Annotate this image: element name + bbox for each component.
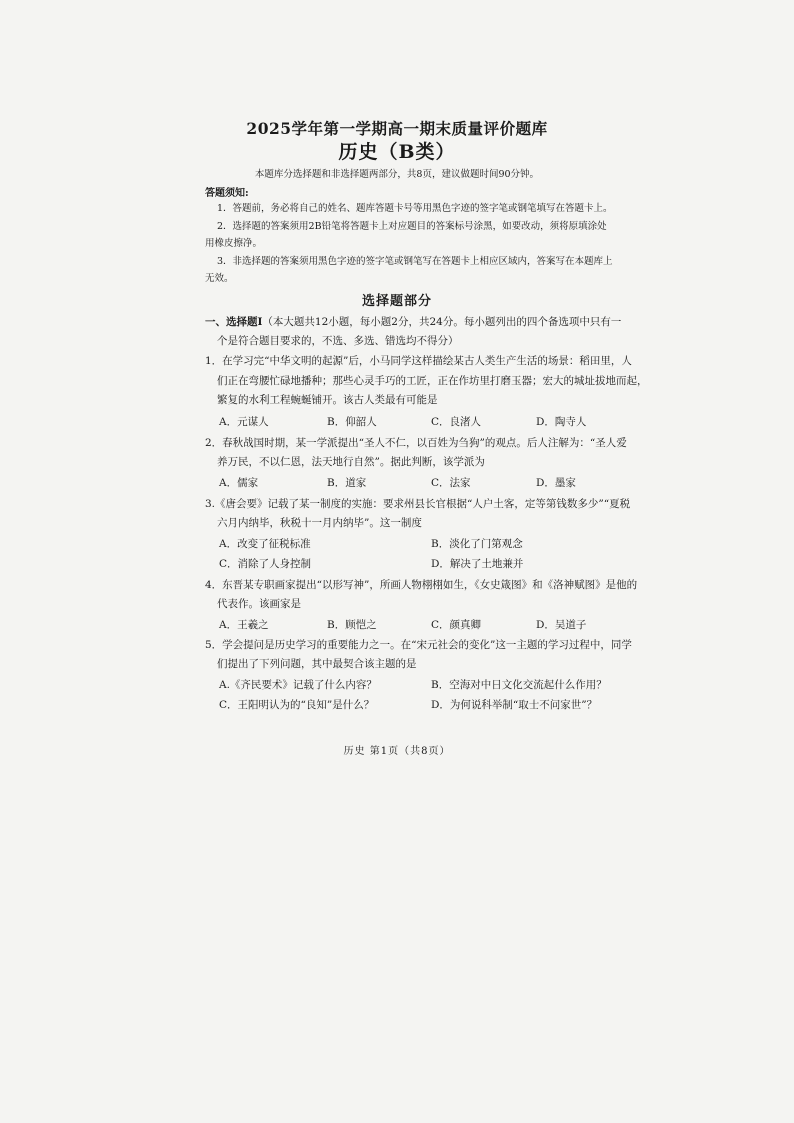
question-2-option-d: D．墨家	[536, 477, 576, 489]
question-4-line-1: 4．东晋某专职画家提出“以形写神”，所画人物栩栩如生，《女史箴图》和《洛神赋图》是他的	[205, 579, 638, 591]
exam-intro: 本题库分选择题和非选择题两部分，共8页，建议做题时间90分钟。	[254, 169, 540, 180]
notice-item-2: 2．选择题的答案须用2B铅笔将答题卡上对应题目的答案标号涂黑，如要改动，须将原填涂处	[217, 221, 607, 232]
question-1-line-1: 1．在学习完“中华文明的起源”后，小马同学这样描绘某古人类生产生活的场景：稻田里，人	[205, 355, 632, 367]
question-5-option-d: D．为何说科举制“取士不问家世”？	[431, 699, 598, 711]
question-2-option-a: A．儒家	[219, 477, 259, 489]
question-2-option-b: B．道家	[327, 477, 367, 489]
question-3-option-b: B．淡化了门第观念	[431, 538, 523, 550]
section-desc-cont: 个是符合题目要求的，不选、多选、错选均不得分）	[217, 335, 459, 347]
notice-item-2-cont: 用橡皮擦净。	[205, 238, 263, 249]
question-5-line-2: 们提出了下列问题，其中最契合该主题的是	[217, 658, 417, 670]
question-5-option-c: C．王阳明认为的“良知”是什么？	[219, 699, 375, 711]
question-3-option-d: D．解决了土地兼并	[431, 558, 524, 570]
section-title: 选择题部分	[361, 294, 432, 309]
exam-title: 2025学年第一学期高一期末质量评价题库	[246, 119, 548, 138]
question-1-option-c: C．良渚人	[431, 416, 482, 428]
question-1-line-2: 们正在弯腰忙碌地播种；那些心灵手巧的工匠，正在作坊里打磨玉器；宏大的城址拔地而起，	[217, 375, 648, 387]
question-4-option-c: C．颜真卿	[431, 619, 482, 631]
notice-heading: 答题须知:	[205, 188, 249, 199]
question-1-line-3: 繁复的水利工程蜿蜒铺开。该古人类最有可能是	[217, 394, 438, 406]
question-3-option-a: A．改变了征税标准	[219, 538, 311, 550]
question-4-line-2: 代表作。该画家是	[217, 598, 301, 610]
question-1-option-b: B．仰韶人	[327, 416, 377, 428]
notice-item-3-cont: 无效。	[205, 273, 234, 284]
question-4-option-a: A．王羲之	[219, 619, 269, 631]
question-5-line-1: 5．学会提问是历史学习的重要能力之一。在“宋元社会的变化”这一主题的学习过程中，同学	[205, 639, 632, 651]
section-lead: 一、选择题Ⅰ	[205, 316, 263, 328]
question-4-option-d: D．吴道子	[536, 619, 587, 631]
question-5-option-b: B．空海对中日文化交流起什么作用？	[431, 679, 607, 691]
question-3-line-1: 3.《唐会要》记载了某一制度的实施：要求州县长官根据“人户土客，定等第钱数多少”“夏税	[205, 498, 631, 510]
question-2-option-c: C．法家	[431, 477, 471, 489]
exam-subject: 历史（B类）	[338, 141, 456, 163]
question-2-line-1: 2．春秋战国时期，某一学派提出“圣人不仁，以百姓为刍狗”的观点。后人注解为：“圣人爱	[205, 437, 627, 449]
notice-item-3: 3．非选择题的答案须用黑色字迹的签字笔或钢笔写在答题卡上相应区域内，答案写在本题库上	[217, 256, 613, 267]
question-5-option-a: A.《齐民要术》记载了什么内容？	[219, 679, 377, 691]
notice-item-1: 1．答题前，务必将自己的姓名、题库答题卡号等用黑色字迹的签字笔或钢笔填写在答题卡上。	[217, 203, 613, 214]
section-desc: （本大题共12小题，每小题2分，共24分。每小题列出的四个备选项中只有一	[262, 316, 622, 328]
question-2-line-2: 养万民，不以仁恩，法天地行自然”。据此判断，该学派为	[217, 456, 485, 468]
section-instructions	[205, 314, 621, 329]
question-1-option-d: D．陶寺人	[536, 416, 587, 428]
question-4-option-b: B．顾恺之	[327, 619, 377, 631]
question-1-option-a: A．元谋人	[219, 416, 269, 428]
question-3-option-c: C．消除了人身控制	[219, 558, 312, 570]
question-3-line-2: 六月内纳毕，秋税十一月内纳毕”。这一制度	[217, 517, 422, 529]
page-footer: 历史 第1页（共8页）	[343, 746, 451, 757]
